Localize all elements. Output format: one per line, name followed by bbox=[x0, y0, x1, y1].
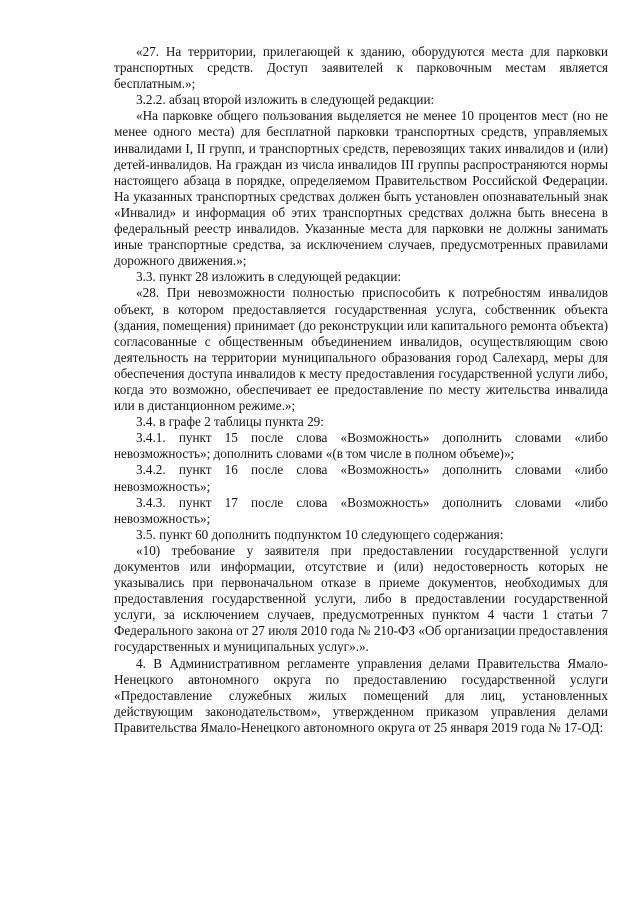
paragraph-3-4-1: 3.4.1. пункт 15 после слова «Возможность» дополнить словами «либо невозможность»; дополнить словами «(в том числе в полном объеме)»; bbox=[114, 430, 608, 462]
paragraph-3-4-2: 3.4.2. пункт 16 после слова «Возможность» дополнить словами «либо невозможность»; bbox=[114, 462, 608, 494]
paragraph-3-4-3: 3.4.3. пункт 17 после слова «Возможность» дополнить словами «либо невозможность»; bbox=[114, 494, 608, 526]
paragraph-3-4: 3.4. в графе 2 таблицы пункта 29: bbox=[136, 414, 324, 430]
document-body bbox=[114, 44, 608, 736]
paragraph-3-3: 3.3. пункт 28 изложить в следующей редакции: bbox=[136, 269, 402, 285]
paragraph-section-4: 4. В Административном регламенте управления делами Правительства Ямало-Ненецкого автономного округа по предоставлению государственной услуги «Предоставление служебных жилых помещений для лиц, установленных действующим законодательством», утвержденном приказом управления делами Правительства Ямало-Ненецкого автономного округа от 25 января 2019 года № 17-ОД: bbox=[114, 655, 608, 735]
paragraph-3-5: 3.5. пункт 60 дополнить подпунктом 10 следующего содержания: bbox=[136, 526, 504, 542]
paragraph-item-27-parking: «27. На территории, прилегающей к зданию, оборудуются места для парковки транспортных средств. Доступ заявителей к парковочным местам является бесплатным.»; bbox=[114, 44, 608, 92]
paragraph-parking-quota: «На парковке общего пользования выделяется не менее 10 процентов мест (но не менее одного места) для бесплатной парковки транспортных средств, управляемых инвалидами I, II групп, и транспортных средств, перевозящих таких инвалидов и (или) детей-инвалидов. На граждан из числа инвалидов III группы распространяются нормы настоящего абзаца в порядке, определяемом Правительством Российской Федерации. На указанных транспортных средствах должен быть установлен опознавательный знак «Инвалид» и информация об этих транспортных средствах должна быть внесена в федеральный реестр инвалидов. Указанные места для парковки не должны занимать иные транспортные средства, за исключением случаев, предусмотренных правилами дорожного движения.»; bbox=[114, 108, 608, 269]
paragraph-item-28-accessibility: «28. При невозможности полностью приспособить к потребностям инвалидов объект, в котором предоставляется государственная услуга, собственник объекта (здания, помещения) принимает (до реконструкции или капитального ремонта объекта) согласованные с общественным объединением инвалидов, осуществляющим свою деятельность на территории муниципального образования город Салехард, меры для обеспечения доступа инвалидов к месту предоставления государственной услуги либо, когда это возможно, обеспечивает ее предоставление по месту жительства инвалида или в дистанционном режиме.»; bbox=[114, 285, 608, 414]
paragraph-subitem-10: «10) требование у заявителя при предоставлении государственной услуги документов или информации, отсутствие и (или) недостоверность которых не указывались при первоначальном отказе в приеме документов, необходимых для предоставления государственной услуги, либо в предоставлении государственной услуги, за исключением случаев, предусмотренных пунктом 4 части 1 статьи 7 Федерального закона от 27 июля 2010 года № 210-ФЗ «Об организации предоставления государственных и муниципальных услуг».». bbox=[114, 542, 608, 655]
paragraph-3-2-2: 3.2.2. абзац второй изложить в следующей редакции: bbox=[136, 92, 435, 108]
